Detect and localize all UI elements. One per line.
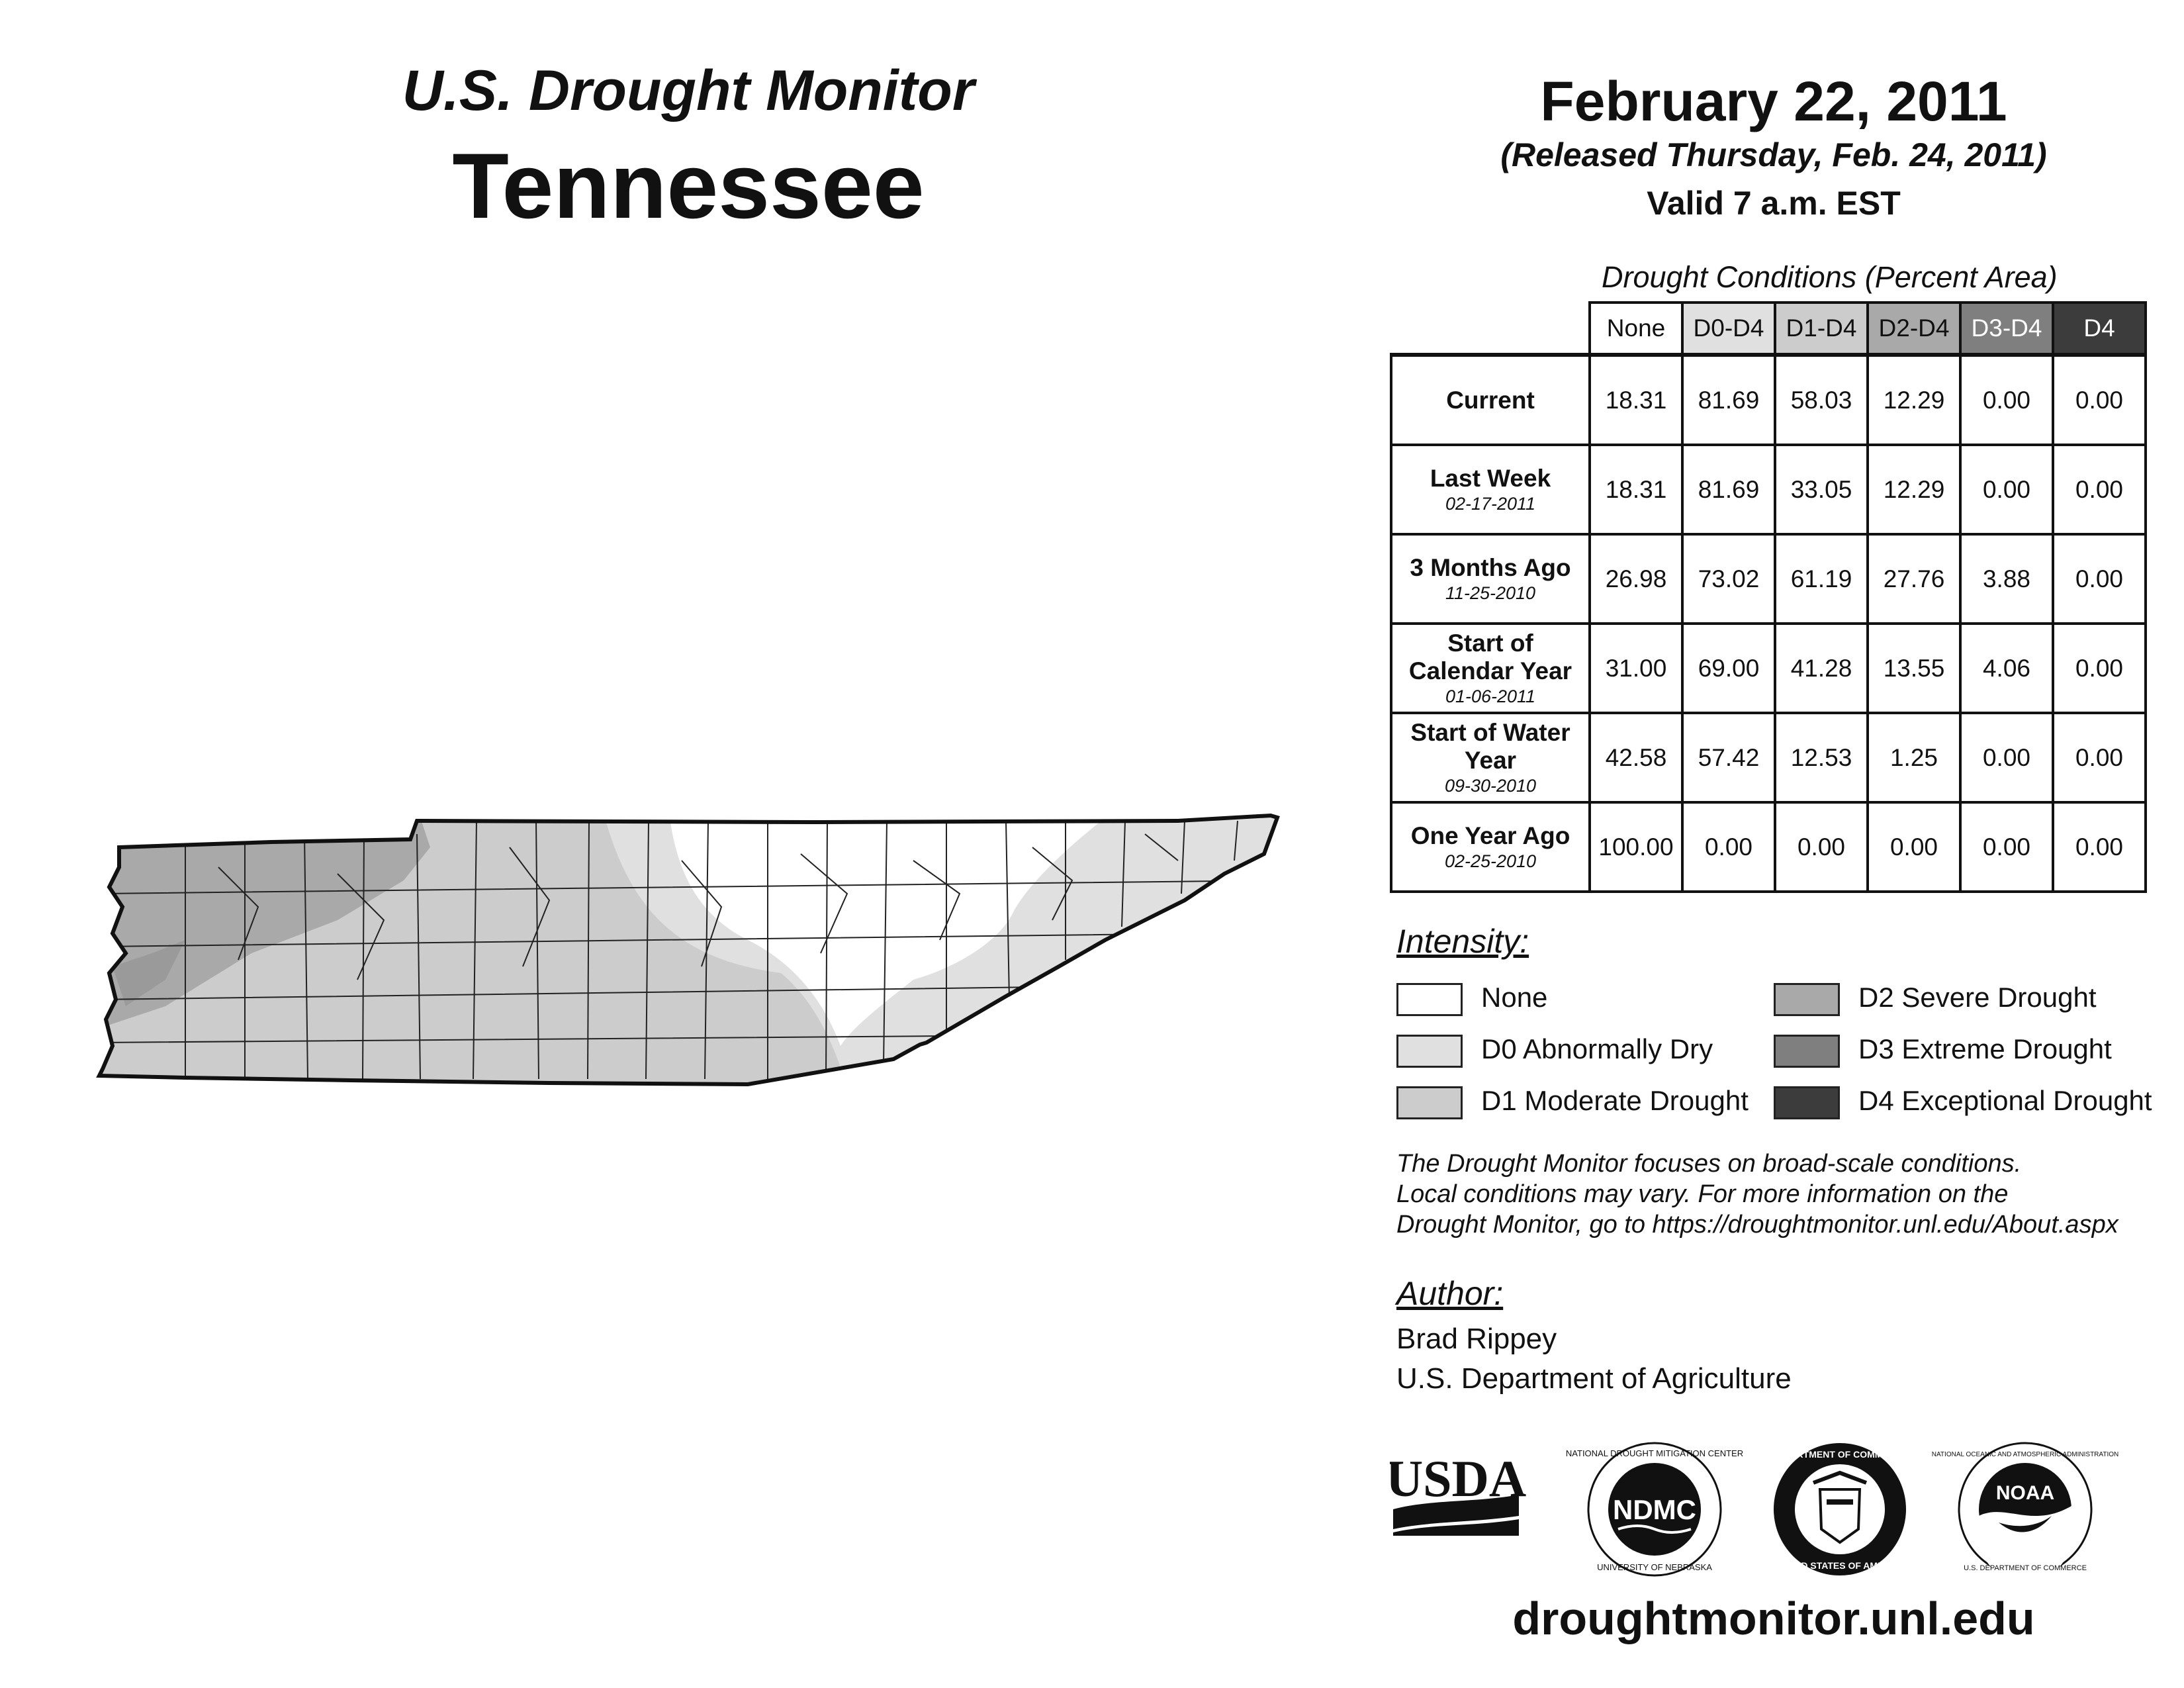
- ndmc-logo-text: NDMC: [1613, 1494, 1696, 1525]
- table-cell: 41.28: [1775, 624, 1868, 713]
- table-cell: 73.02: [1682, 534, 1775, 624]
- table-cell: 3.88: [1960, 534, 2053, 624]
- table-cell: 61.19: [1775, 534, 1868, 624]
- legend-swatch: [1774, 983, 1840, 1016]
- row-date: 02-17-2011: [1445, 493, 1536, 514]
- table-cell: 12.29: [1868, 355, 1960, 445]
- tennessee-map-svg: [86, 808, 1297, 1112]
- usda-logo-text: USDA: [1390, 1450, 1527, 1507]
- row-label-text: Start of Water Year: [1410, 718, 1570, 774]
- noaa-ring-top: NATIONAL OCEANIC AND ATMOSPHERIC ADMINISTRATION: [1931, 1451, 2119, 1458]
- legend-label: D3 Extreme Drought: [1858, 1033, 2112, 1064]
- table-cell: 0.00: [1960, 713, 2053, 802]
- ndmc-logo: [1566, 1443, 1743, 1575]
- row-date: 09-30-2010: [1444, 775, 1537, 796]
- row-date: 01-06-2011: [1445, 686, 1536, 706]
- table-cell: 18.31: [1590, 355, 1682, 445]
- legend-swatch: [1396, 1086, 1463, 1119]
- table-cell: 100.00: [1590, 802, 1682, 892]
- commerce-ring-bottom: UNITED STATES OF AMERICA: [1773, 1560, 1907, 1571]
- table-cell: 0.00: [2053, 355, 2146, 445]
- row-label-text: One Year Ago: [1410, 821, 1570, 849]
- map-title: Tennessee: [452, 134, 925, 238]
- table-cell: 12.29: [1868, 445, 1960, 534]
- author-name: Brad Rippey: [1396, 1323, 1557, 1355]
- table-cell: 0.00: [2053, 802, 2146, 892]
- table-cell: 12.53: [1775, 713, 1868, 802]
- tennessee-drought-map: [86, 808, 1297, 1112]
- table-cell: 0.00: [1960, 355, 2053, 445]
- table-cell: 81.69: [1682, 355, 1775, 445]
- row-label: [1391, 445, 1590, 534]
- legend-swatch: [1396, 1035, 1463, 1068]
- table-cell: 0.00: [2053, 624, 2146, 713]
- row-label: [1391, 713, 1590, 802]
- legend-swatch: [1396, 983, 1463, 1016]
- table-cell: 0.00: [1868, 802, 1960, 892]
- table-row: [1391, 802, 2146, 892]
- row-label-text: Current: [1446, 386, 1535, 414]
- table-header-row: [1391, 303, 2146, 355]
- legend-label: D4 Exceptional Drought: [1858, 1085, 2152, 1116]
- row-label: [1391, 355, 1590, 445]
- commerce-seal: [1772, 1443, 1909, 1575]
- column-header: D1-D4: [1775, 303, 1868, 355]
- legend-swatch: [1774, 1035, 1840, 1068]
- table-cell: 58.03: [1775, 355, 1868, 445]
- table-cell: 81.69: [1682, 445, 1775, 534]
- table-row: [1391, 355, 2146, 445]
- table-cell: 33.05: [1775, 445, 1868, 534]
- table-cell: 13.55: [1868, 624, 1960, 713]
- commerce-ring-top: DEPARTMENT OF COMMERCE: [1771, 1449, 1909, 1460]
- legend-title: Intensity:: [1396, 923, 1529, 960]
- legend-label: D0 Abnormally Dry: [1481, 1033, 1713, 1064]
- table-cell: 31.00: [1590, 624, 1682, 713]
- usda-logo: [1390, 1450, 1526, 1536]
- table-cell: 42.58: [1590, 713, 1682, 802]
- column-header: D2-D4: [1868, 303, 1960, 355]
- row-label: [1391, 534, 1590, 624]
- note-line: Drought Monitor, go to https://droughtmonitor.unl.edu/About.aspx: [1396, 1211, 2118, 1239]
- row-label-text: 3 Months Ago: [1410, 553, 1571, 581]
- column-header: D4: [2053, 303, 2146, 355]
- table-cell: 18.31: [1590, 445, 1682, 534]
- table-cell: 1.25: [1868, 713, 1960, 802]
- website-url[interactable]: droughtmonitor.unl.edu: [1512, 1593, 2035, 1644]
- noaa-logo-text: NOAA: [1995, 1482, 2055, 1504]
- table-cell: 69.00: [1682, 624, 1775, 713]
- legend-swatch: [1774, 1086, 1840, 1119]
- table-cell: 0.00: [2053, 713, 2146, 802]
- row-date: 02-25-2010: [1444, 851, 1537, 871]
- table-row: [1391, 713, 2146, 802]
- table-cell: 27.76: [1868, 534, 1960, 624]
- table-cell: 4.06: [1960, 624, 2053, 713]
- release-date: (Released Thursday, Feb. 24, 2011): [1500, 136, 2047, 173]
- author-heading: Author:: [1396, 1275, 1504, 1312]
- table-row: [1391, 445, 2146, 534]
- disclaimer-note: [1396, 1149, 2158, 1240]
- noaa-logo: [1932, 1443, 2118, 1582]
- legend-label: D1 Moderate Drought: [1481, 1085, 1749, 1116]
- column-header: D0-D4: [1682, 303, 1775, 355]
- row-label: [1391, 624, 1590, 713]
- table-caption: Drought Conditions (Percent Area): [1602, 260, 2058, 294]
- table-corner: [1391, 303, 1590, 355]
- table-cell: 0.00: [1682, 802, 1775, 892]
- note-line: The Drought Monitor focuses on broad-scale conditions.: [1396, 1150, 2022, 1178]
- table-cell: 26.98: [1590, 534, 1682, 624]
- ndmc-ring-top: NATIONAL DROUGHT MITIGATION CENTER: [1565, 1448, 1744, 1458]
- row-label: [1391, 802, 1590, 892]
- drought-areas: [86, 808, 1297, 1112]
- row-label-text: Last Week: [1430, 464, 1551, 492]
- column-header: None: [1590, 303, 1682, 355]
- table-cell: 0.00: [2053, 445, 2146, 534]
- logos-svg: [1390, 1436, 2151, 1582]
- table-cell: 57.42: [1682, 713, 1775, 802]
- noaa-ring-bottom: U.S. DEPARTMENT OF COMMERCE: [1964, 1564, 2087, 1572]
- map-date: February 22, 2011: [1540, 70, 2007, 132]
- table-cell: 0.00: [2053, 534, 2146, 624]
- table-row: [1391, 534, 2146, 624]
- author-organization: U.S. Department of Agriculture: [1396, 1362, 1792, 1395]
- row-label-text: Start of Calendar Year: [1408, 629, 1572, 684]
- table-cell: 0.00: [1960, 445, 2053, 534]
- ndmc-ring-bottom: UNIVERSITY OF NEBRASKA: [1597, 1562, 1712, 1572]
- table-row: [1391, 624, 2146, 713]
- logo-strip: [1390, 1436, 2151, 1582]
- legend-label: None: [1481, 982, 1548, 1013]
- row-date: 11-25-2010: [1445, 583, 1536, 603]
- legend-label: D2 Severe Drought: [1858, 982, 2097, 1013]
- column-header: D3-D4: [1960, 303, 2053, 355]
- table-cell: 0.00: [1775, 802, 1868, 892]
- valid-time: Valid 7 a.m. EST: [1647, 185, 1901, 222]
- drought-conditions-table: [1390, 301, 2147, 893]
- table-cell: 0.00: [1960, 802, 2053, 892]
- note-line: Local conditions may vary. For more information on the: [1396, 1180, 2009, 1208]
- map-subtitle: U.S. Drought Monitor: [402, 59, 975, 122]
